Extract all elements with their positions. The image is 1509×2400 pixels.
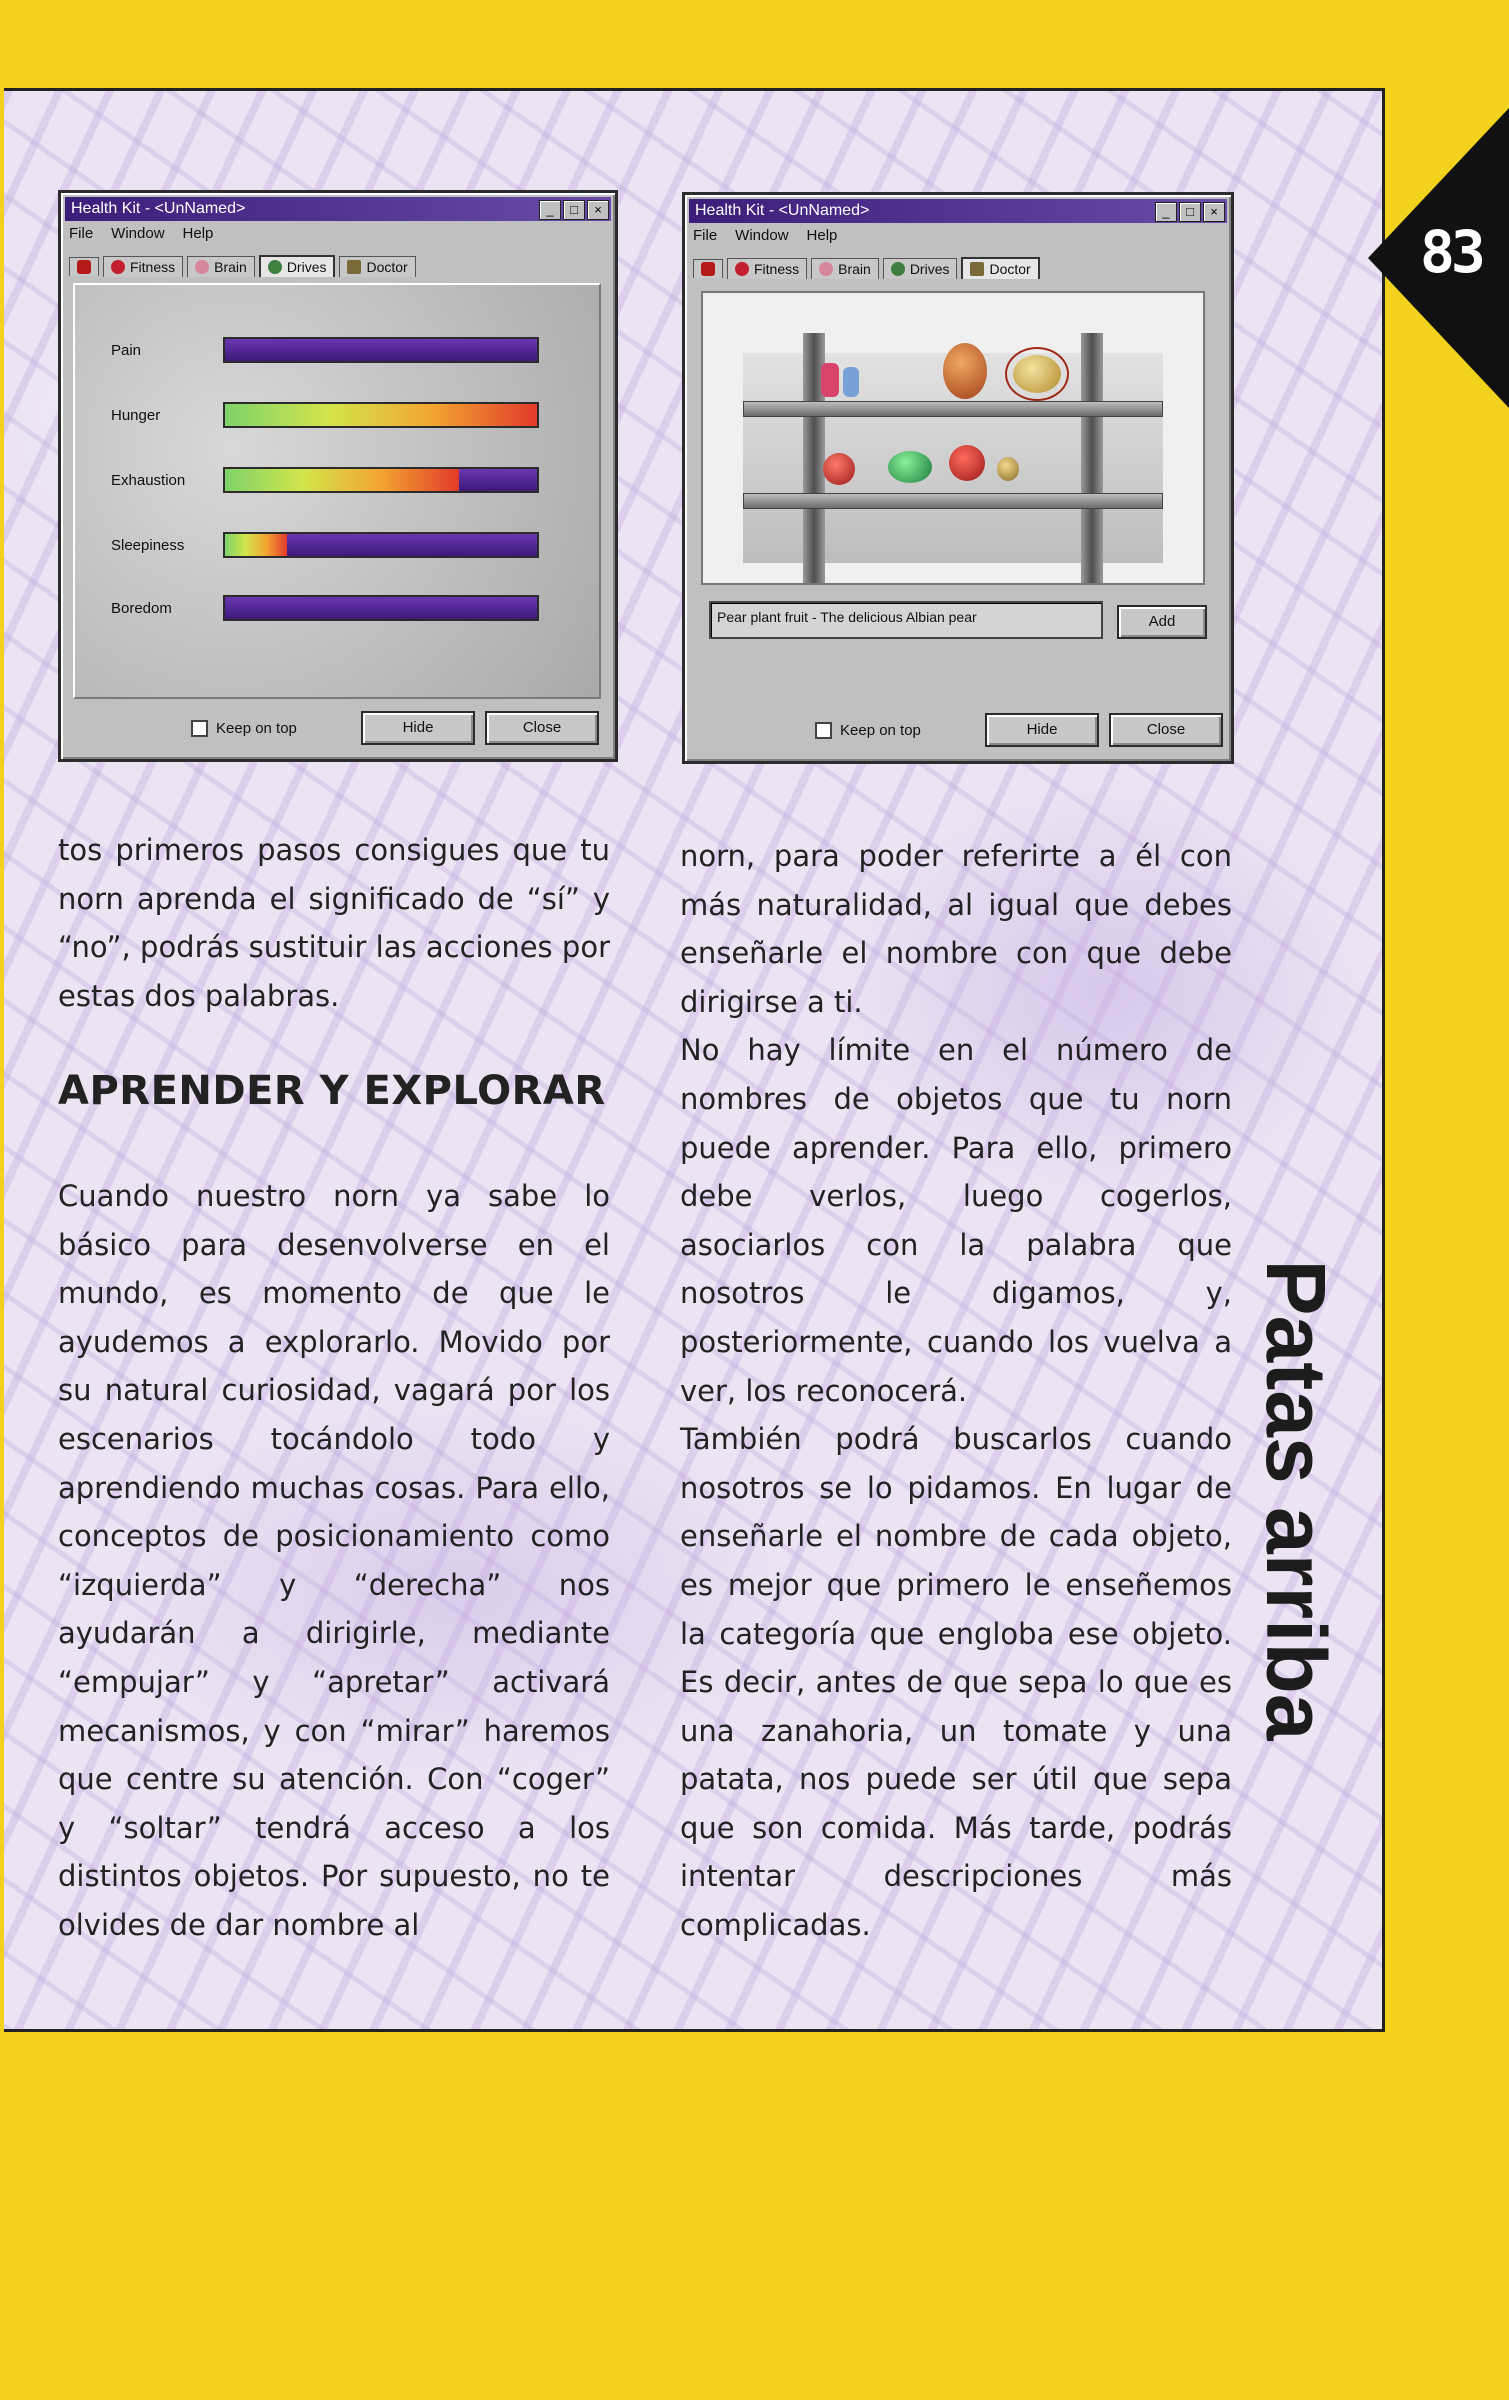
tab-doctor[interactable] [339,256,415,277]
drive-label: Exhaustion [111,471,186,489]
tab-label: Doctor [366,258,408,275]
drive-bar-pain [223,337,539,363]
jar-item[interactable] [943,343,987,399]
drive-label: Boredom [111,599,172,617]
drive-bar-hunger [223,402,539,428]
tab-doctor[interactable] [961,257,1039,279]
keep-on-top-checkbox[interactable] [815,722,921,739]
drive-row-hunger [111,402,539,428]
heart-icon [111,260,125,274]
drive-bar-sleepiness [223,532,539,558]
tab-label: Drives [286,259,327,275]
first-aid-icon [701,262,715,276]
drives-icon [268,260,282,274]
section-heading: APRENDER Y EXPLORAR [58,1068,606,1114]
shelf-plank-top [743,401,1163,417]
hide-button[interactable]: Hide [361,711,475,745]
health-kit-window-doctor [682,192,1234,764]
window-title: Health Kit - <UnNamed> [695,202,870,219]
menu-window[interactable]: Window [735,227,789,244]
tab-label: Brain [214,258,247,275]
brain-icon [819,262,833,276]
menu-help[interactable]: Help [806,227,838,244]
menu-help[interactable]: Help [182,225,214,242]
drive-label: Pain [111,341,142,359]
text-column-left-body [58,1172,610,1950]
close-window-button[interactable]: × [1203,202,1225,222]
menu-bar [693,227,837,244]
window-title: Health Kit - <UnNamed> [71,200,246,217]
checkbox-label: Keep on top [840,722,921,739]
tab-strip [69,255,416,277]
checkbox-box[interactable] [815,722,832,739]
health-kit-icon[interactable] [69,257,99,276]
section-title: Patas arriba [1249,1259,1343,1741]
drive-row-sleepiness [111,532,539,558]
shelf-plank-bottom [743,493,1163,509]
drive-label: Hunger [111,406,161,424]
menu-file[interactable]: File [69,225,94,242]
brain-icon [195,260,209,274]
tab-label: Doctor [989,261,1031,277]
bottle-item[interactable] [821,363,839,397]
paragraph: Cuando nuestro norn ya sabe lo básico para desenvolverse en el mundo, es momento de que le ayudemos a explorarlo. Movido por su natural curiosidad, vagará por los escenarios tocándolo todo y aprendiendo muchas cosas. Para ello, conceptos de posicionamiento como “izquierda” y “derecha” nos ayudarán a dirigirle, mediante “empujar” y “apretar” activará mecanismos, y con “mirar” haremos que centre su atención. Con “coger” y “soltar” tendrá acceso a los distintos objetos. Por supuesto, no te olvides de dar nombre al [58,1179,610,1942]
section-title-vertical [1236,1259,1356,2400]
drive-row-exhaustion [111,467,539,493]
menu-file[interactable]: File [693,227,718,244]
window-controls [1155,202,1225,222]
drive-bar-boredom [223,595,539,621]
bottle-item[interactable] [843,367,859,397]
tab-label: Drives [909,260,950,277]
medicine-shelf [701,291,1205,585]
window-controls [539,200,609,220]
honey-item[interactable] [997,457,1019,481]
leaf-item[interactable] [888,451,932,483]
first-aid-icon [77,260,91,274]
maximize-button[interactable]: □ [563,200,585,220]
shelf-post [1081,333,1103,583]
drive-row-boredom [111,595,539,621]
tomato-item[interactable] [949,445,985,481]
tab-fitness[interactable] [103,256,183,277]
heart-icon [735,262,749,276]
window-title-bar[interactable] [689,199,1227,223]
close-window-button[interactable]: × [587,200,609,220]
item-description-field[interactable]: Pear plant fruit - The delicious Albian pear [709,601,1103,639]
close-button[interactable]: Close [1109,713,1223,747]
apple-item[interactable] [823,453,855,485]
paragraph: No hay límite en el número de nombres de objetos que tu norn puede aprender. Para ello, primero debe verlos, luego cogerlos, asociarlos con la palabra que nosotros le digamos, y, posteriormente, cuando los vuelva a ver, los reconocerá. [680,1033,1232,1408]
syringe-icon [970,262,984,276]
minimize-button[interactable]: _ [539,200,561,220]
checkbox-box[interactable] [191,720,208,737]
text-column-right [680,832,1232,1950]
tab-fitness[interactable] [727,258,807,279]
paragraph: También podrá buscarlos cuando nosotros se lo pidamos. En lugar de enseñarle el nombre de cada objeto, es mejor que primero le enseñemos la categoría que engloba ese objeto. Es decir, antes de que sepa lo que es una zanahoria, un tomate y una patata, nos puede ser útil que sepa que son comida. Más tarde, podrás intentar descripciones más complicadas. [680,1422,1232,1943]
menu-bar [69,225,213,242]
tab-label: Brain [838,260,871,277]
paragraph: tos primeros pasos consigues que tu norn aprenda el significado de “sí” y “no”, podrás sustituir las acciones por estas dos palabras. [58,833,610,1013]
maximize-button[interactable]: □ [1179,202,1201,222]
pear-item[interactable] [1013,355,1061,393]
text-column-left-intro [58,826,610,1020]
tab-label: Fitness [130,258,176,275]
tab-strip [693,257,1040,279]
close-button[interactable]: Close [485,711,599,745]
page-number: 83 [1420,218,1482,286]
tab-drives[interactable] [883,258,958,279]
drive-label: Sleepiness [111,536,185,554]
menu-window[interactable]: Window [111,225,165,242]
minimize-button[interactable]: _ [1155,202,1177,222]
health-kit-icon[interactable] [693,259,723,278]
paragraph: norn, para poder referirte a él con más naturalidad, al igual que debes enseñarle el nombre con que debe dirigirse a ti. [680,839,1232,1019]
tab-drives[interactable] [259,255,336,277]
tab-brain[interactable] [811,258,879,279]
drives-icon [891,262,905,276]
drive-row-pain [111,337,539,363]
tab-label: Fitness [754,260,800,277]
window-title-bar[interactable] [65,197,611,221]
drive-bar-exhaustion [223,467,539,493]
add-button[interactable]: Add [1117,605,1207,639]
hide-button[interactable]: Hide [985,713,1099,747]
tab-brain[interactable] [187,256,255,277]
syringe-icon [347,260,361,274]
checkbox-label: Keep on top [216,720,297,737]
health-kit-window-drives [58,190,618,762]
keep-on-top-checkbox[interactable] [191,720,297,737]
drives-panel [73,283,601,699]
